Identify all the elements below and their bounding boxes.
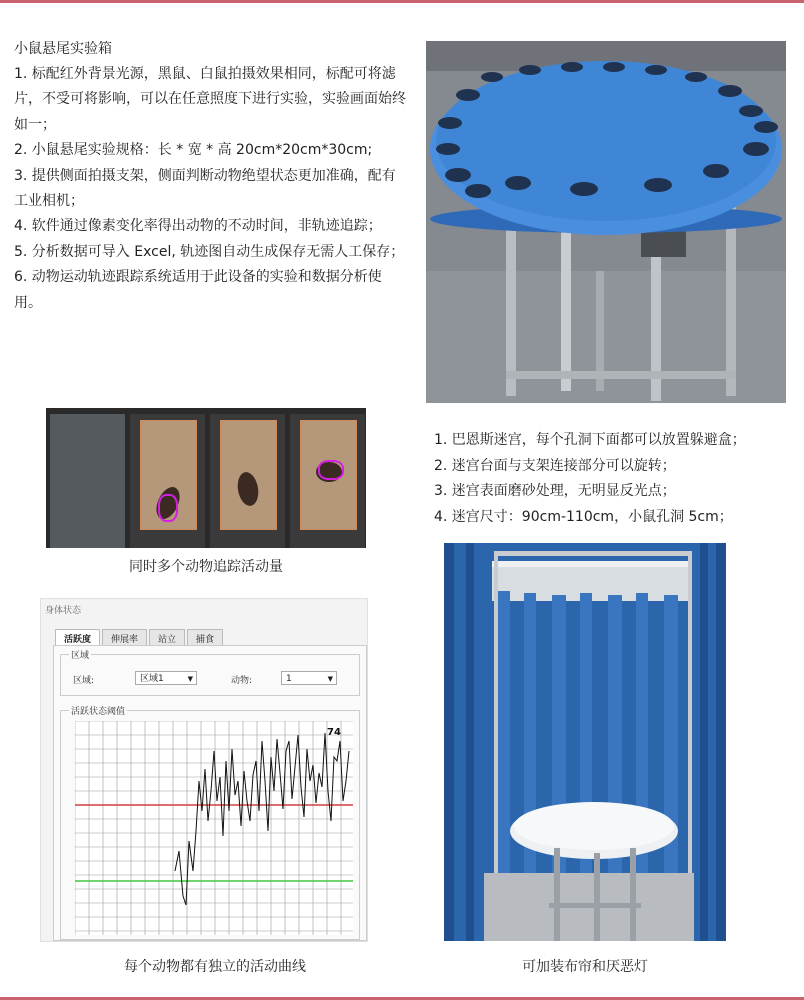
maze-spec-list xyxy=(434,428,794,530)
tracking-cell xyxy=(290,414,365,548)
spec-list xyxy=(14,62,406,316)
curtain-enclosure-illustration xyxy=(444,543,726,941)
list-item: 6. 动物运动轨迹跟踪系统适用于此设备的实验和数据分析使用。 xyxy=(14,269,382,311)
top-accent-bar xyxy=(0,0,804,3)
tab-standing[interactable]: 站立 xyxy=(149,629,185,647)
activity-caption: 每个动物都有独立的活动曲线 xyxy=(124,959,306,975)
list-item: 2. 小鼠悬尾实验规格：长 * 宽 * 高 20cm*20cm*30cm; xyxy=(14,142,373,159)
region-label: 区域: xyxy=(73,676,95,686)
curtain-enclosure-photo xyxy=(444,543,726,941)
barnes-maze-photo xyxy=(426,41,786,403)
barnes-maze-illustration xyxy=(426,41,786,403)
region-select[interactable]: 区域1 ▼ xyxy=(135,671,197,685)
chevron-down-icon: ▼ xyxy=(187,675,193,683)
region-group: 区域 区域: 区域1 ▼ 动物: 1 ▼ xyxy=(60,654,360,696)
list-item: 3. 迷宫表面磨砂处理，无明显反光点； xyxy=(434,483,676,500)
section-title: 小鼠悬尾实验箱 xyxy=(14,41,112,57)
list-item: 1. 巴恩斯迷宫，每个孔洞下面都可以放置躲避盒； xyxy=(434,432,746,448)
list-item: 4. 软件通过像素变化率得出动物的不动时间，非轨迹追踪； xyxy=(14,218,382,235)
trace-outline xyxy=(158,494,178,522)
tab-stretch[interactable]: 伸展率 xyxy=(102,629,147,647)
tracking-cell xyxy=(130,414,205,548)
multi-animal-tracking-image xyxy=(46,408,366,548)
list-item: 5. 分析数据可导入 Excel, 轨迹图自动生成保存无需人工保存； xyxy=(14,243,405,260)
software-window xyxy=(40,598,368,942)
tracking-cell xyxy=(50,414,125,548)
curtain-caption: 可加装布帘和厌恶灯 xyxy=(522,959,648,975)
tracking-cell xyxy=(210,414,285,548)
list-item: 3. 提供侧面拍摄支架，侧面判断动物绝望状态更加准确，配有工业相机； xyxy=(14,167,396,210)
list-item: 2. 迷宫台面与支架连接部分可以旋转； xyxy=(434,457,676,474)
tracking-caption: 同时多个动物追踪活动量 xyxy=(129,559,283,575)
activity-curve-chart xyxy=(75,721,353,935)
activity-chart-group: 活跃状态阈值 74 xyxy=(60,710,360,940)
tab-feeding[interactable]: 捕食 xyxy=(187,629,223,647)
list-item: 1. 标配红外背景光源，黑鼠、白鼠拍摄效果相同，标配可将滤片，不受可将影响，可以在任意照度下进行实验，实验画面始终如一； xyxy=(14,66,406,133)
tab-activity[interactable]: 活跃度 xyxy=(55,629,100,647)
animal-select[interactable]: 1 ▼ xyxy=(281,671,337,685)
peak-label: 74 xyxy=(327,727,341,738)
chevron-down-icon: ▼ xyxy=(327,675,333,683)
trace-outline xyxy=(318,460,344,480)
list-item: 4. 迷宫尺寸：90cm-110cm，小鼠孔洞 5cm； xyxy=(434,508,733,525)
window-title: 身体状态 xyxy=(45,606,82,616)
tab-panel xyxy=(53,645,367,941)
animal-label: 动物: xyxy=(231,676,253,686)
